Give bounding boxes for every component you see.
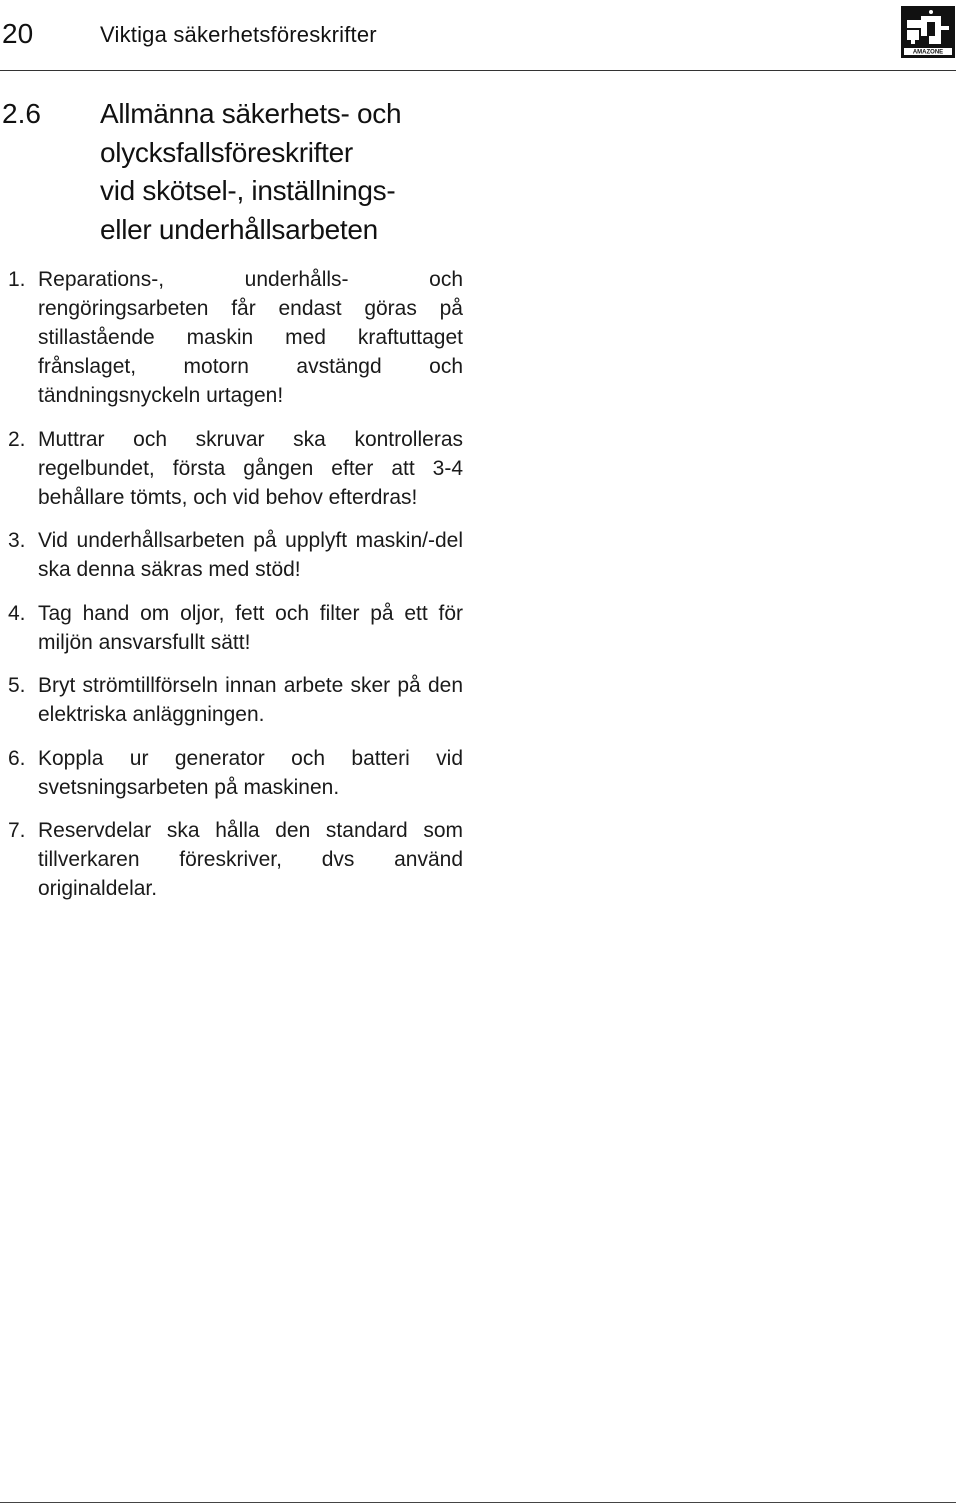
list-item [0, 526, 463, 584]
item-text: Tag hand om oljor, fett och filter på ett för miljön ansvarsfullt sätt! [38, 601, 463, 654]
item-text: Koppla ur generator och batteri vid svetsningsarbeten på maskinen. [38, 746, 463, 799]
running-title: Viktiga säkerhetsföreskrifter [100, 22, 377, 47]
page-number: 20 [2, 18, 34, 49]
item-number: 1. [8, 268, 26, 291]
list-item [0, 265, 463, 410]
item-number: 7. [8, 819, 26, 842]
section-number: 2.6 [2, 98, 41, 129]
page-header [0, 0, 960, 72]
item-number: 3. [8, 529, 26, 552]
footer-divider [0, 1502, 956, 1503]
safety-rules-list [0, 265, 470, 918]
section-title: Allmänna säkerhets- och olycksfallsföreskrifter vid skötsel-, inställnings- eller underhållsarbeten [100, 98, 402, 245]
logo-wordmark: AMAZONE [912, 49, 944, 56]
item-number: 2. [8, 427, 26, 451]
list-item [0, 816, 463, 903]
item-number: 4. [8, 601, 26, 625]
header-divider [0, 70, 956, 71]
amazone-logo-icon [901, 6, 955, 58]
item-number: 5. [8, 674, 26, 697]
list-item [0, 599, 463, 657]
list-item [0, 744, 463, 802]
item-text: Muttrar och skruvar ska kontrolleras regelbundet, första gången efter att 3-4 behållare tömts, och vid behov efterdras! [38, 427, 463, 509]
item-text: Reservdelar ska hålla den standard som tillverkaren föreskriver, dvs använd originaldelar. [38, 819, 463, 900]
list-item [0, 425, 463, 512]
list-item [0, 671, 463, 729]
item-text: Reparations-, underhålls- och rengöringsarbeten får endast göras på stillastående maskin med kraftuttaget frånslaget, motorn avstängd och tändningsnyckeln urtagen! [38, 268, 463, 407]
item-text: Vid underhållsarbeten på upplyft maskin/-del ska denna säkras med stöd! [38, 529, 463, 581]
item-text: Bryt strömtillförseln innan arbete sker på den elektriska anläggningen. [38, 674, 463, 726]
item-number: 6. [8, 746, 26, 770]
